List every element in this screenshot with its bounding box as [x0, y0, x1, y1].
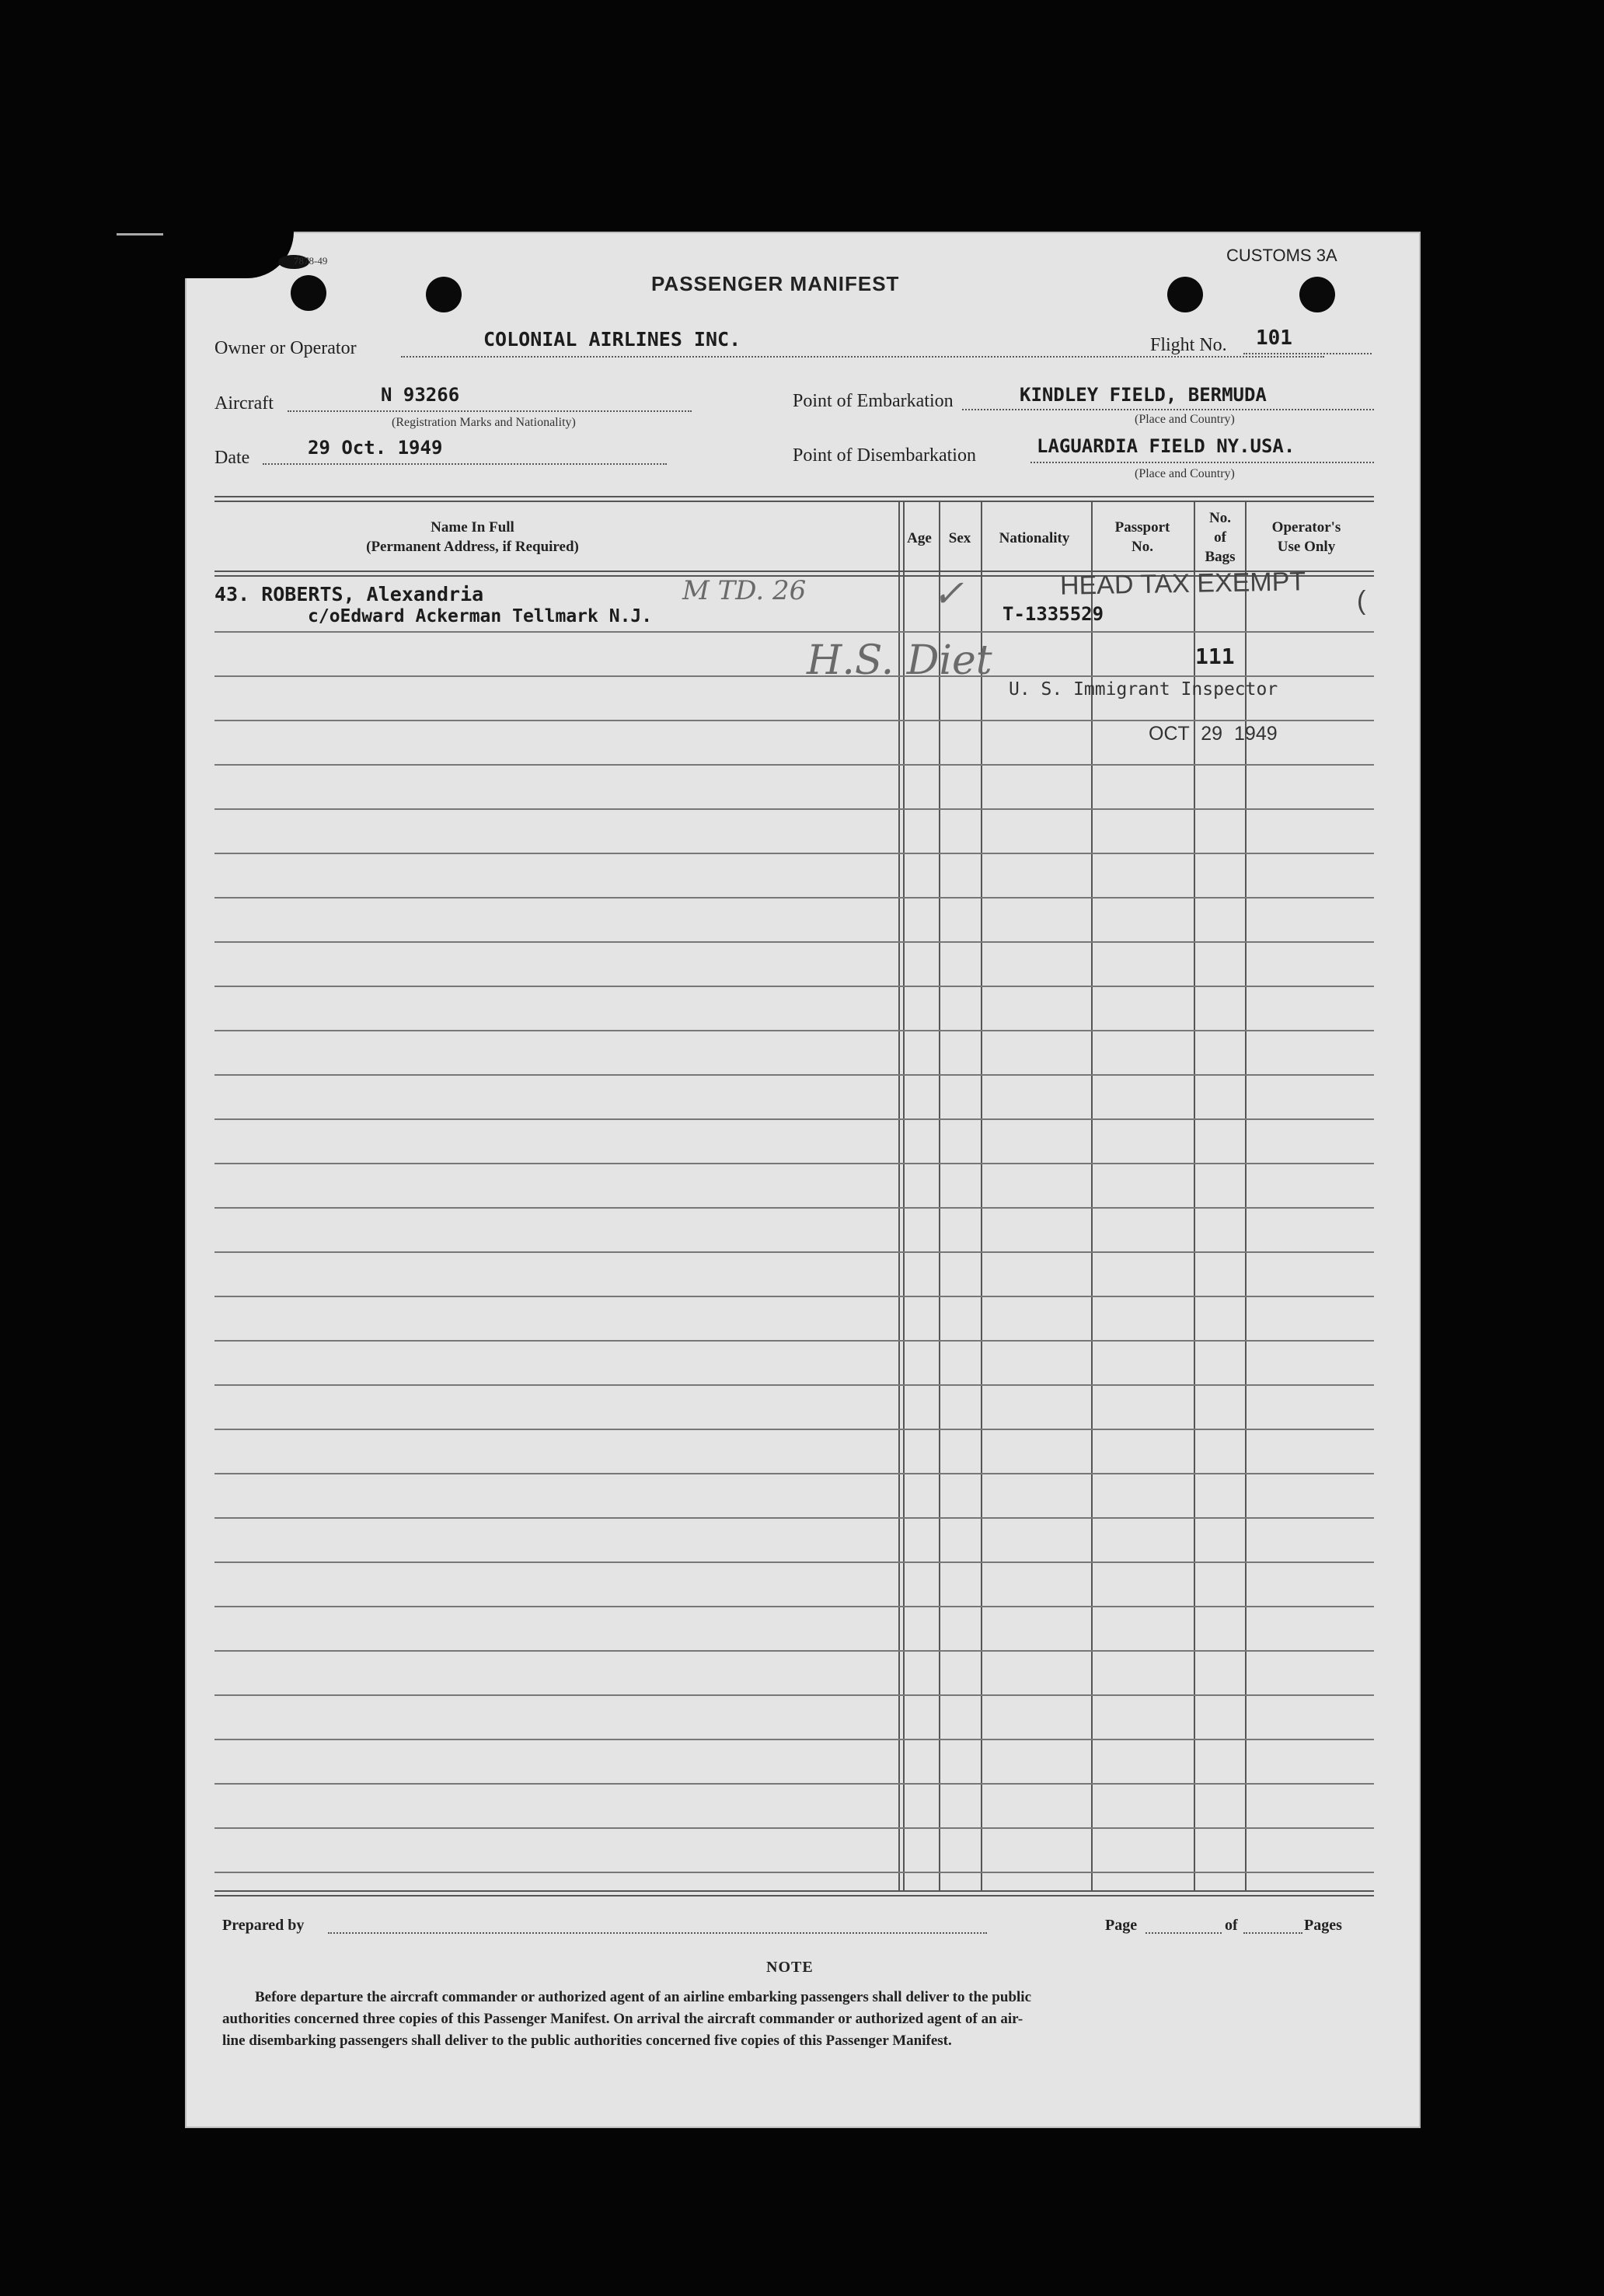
passport-number: T-1335529: [1003, 603, 1104, 625]
torn-corner: [185, 232, 294, 278]
aircraft-value: N 93266: [381, 384, 460, 406]
row-rule: [214, 1827, 1374, 1829]
of-label: of: [1225, 1917, 1238, 1934]
row-rule: [214, 1561, 1374, 1563]
table-top-rule: [214, 496, 1374, 497]
aircraft-hint: (Registration Marks and Nationality): [392, 416, 576, 429]
col-name-line1: Name In Full: [431, 519, 514, 536]
prepared-line: [328, 1932, 987, 1934]
form-code: 7878-49: [294, 255, 328, 267]
row-rule: [214, 1517, 1374, 1519]
row-rule: [214, 1296, 1374, 1297]
row-rule: [214, 675, 1374, 677]
date-label: Date: [214, 448, 250, 468]
row-rule: [214, 1783, 1374, 1785]
row-rule: [214, 631, 1374, 633]
flight-value: 101: [1256, 326, 1292, 350]
col-operator-line1: Operator's: [1271, 519, 1341, 536]
col-nationality-header: Nationality: [999, 530, 1070, 546]
owner-line: [401, 356, 1324, 358]
pages-label: Pages: [1304, 1917, 1342, 1934]
disembark-label: Point of Disembarkation: [793, 445, 976, 466]
disembark-hint: (Place and Country): [1135, 467, 1235, 480]
inspector-signature: H.S. Diet: [807, 637, 992, 684]
scan-edge-mark: [117, 233, 163, 236]
prepared-label: Prepared by: [222, 1917, 305, 1934]
row-rule: [214, 941, 1374, 943]
row-rule: [214, 764, 1374, 766]
punch-hole: [1299, 277, 1335, 312]
col-divider: [1091, 502, 1093, 1890]
row-rule: [214, 720, 1374, 721]
punch-hole: [426, 277, 462, 312]
col-sex-header: Sex: [948, 530, 971, 546]
aircraft-line: [288, 410, 692, 412]
handwritten-check: ✓: [933, 572, 964, 616]
row-rule: [214, 1694, 1374, 1696]
row-rule: [214, 897, 1374, 899]
col-bags-line2: of: [1214, 529, 1226, 546]
punch-hole: [291, 275, 326, 311]
row-rule: [214, 1163, 1374, 1164]
col-divider: [903, 502, 905, 1890]
row-rule: [214, 1118, 1374, 1120]
col-bags-line3: Bags: [1205, 549, 1236, 565]
stamp-mark: (: [1357, 586, 1366, 616]
note-line-1: Before departure the aircraft commander or authorized agent of an airline embarking passengers shall deliver to the public: [255, 1989, 1032, 2005]
embark-label: Point of Embarkation: [793, 391, 954, 411]
owner-value: COLONIAL AIRLINES INC.: [483, 328, 741, 351]
col-passport-line1: Passport: [1114, 519, 1170, 536]
embark-line: [962, 409, 1374, 410]
page-line: [1145, 1932, 1222, 1934]
row-rule: [214, 1207, 1374, 1209]
row-rule: [214, 1606, 1374, 1607]
col-passport-header: [1096, 518, 1189, 557]
col-divider: [1245, 502, 1247, 1890]
row-rule: [214, 853, 1374, 854]
passenger-address: c/oEdward Ackerman Tellmark N.J.: [308, 606, 653, 626]
col-divider: [898, 502, 900, 1890]
page-label: Page: [1105, 1917, 1138, 1934]
flight-label: Flight No.: [1150, 335, 1227, 355]
handwritten-age: M TD. 26: [682, 575, 807, 606]
row-rule: [214, 1030, 1374, 1031]
owner-label: Owner or Operator: [214, 338, 357, 358]
inspector-stamp: U. S. Immigrant Inspector: [1009, 679, 1278, 700]
head-tax-stamp: HEAD TAX EXEMPT: [1059, 567, 1306, 601]
embark-value: KINDLEY FIELD, BERMUDA: [1020, 384, 1267, 406]
row-rule: [214, 986, 1374, 987]
row-rule: [214, 1251, 1374, 1253]
flight-line: [1243, 353, 1372, 354]
col-bags-line1: No.: [1209, 510, 1231, 526]
of-line: [1243, 1932, 1302, 1934]
disembark-line: [1030, 462, 1374, 463]
col-bags-header: [1197, 508, 1243, 567]
date-stamp: OCT 29 1949: [1149, 723, 1278, 745]
row-rule: [214, 1872, 1374, 1873]
col-name-line2: (Permanent Address, if Required): [366, 539, 579, 555]
manifest-sheet: [185, 232, 1421, 2128]
row-rule: [214, 1340, 1374, 1342]
row-rule: [214, 1473, 1374, 1474]
row-rule: [214, 1739, 1374, 1740]
bags-count: 111: [1195, 644, 1235, 669]
col-operator-header: [1248, 518, 1365, 557]
form-title: PASSENGER MANIFEST: [651, 272, 900, 295]
table-bottom-rule: [214, 1890, 1374, 1892]
col-age-header: Age: [907, 530, 932, 546]
note-title: NOTE: [766, 1959, 814, 1976]
punch-hole: [1167, 277, 1203, 312]
row-rule: [214, 808, 1374, 810]
col-divider: [1194, 502, 1195, 1890]
passenger-name: 43. ROBERTS, Alexandria: [214, 583, 484, 605]
embark-hint: (Place and Country): [1135, 413, 1235, 426]
table-top-rule-2: [214, 501, 1374, 502]
col-divider: [981, 502, 982, 1890]
col-name-header: [309, 518, 636, 557]
row-rule: [214, 1650, 1374, 1652]
note-line-3: line disembarking passengers shall deliver to the public authorities concerned five copies of this Passenger Manifest.: [222, 2033, 952, 2049]
col-operator-line2: Use Only: [1277, 539, 1336, 555]
col-divider: [939, 502, 940, 1890]
note-line-2: authorities concerned three copies of this Passenger Manifest. On arrival the aircraft commander or authorized agent of an air-: [222, 2011, 1023, 2027]
form-id: CUSTOMS 3A: [1226, 246, 1337, 265]
row-rule: [214, 1074, 1374, 1076]
row-rule: [214, 1429, 1374, 1430]
aircraft-label: Aircraft: [214, 393, 274, 413]
table-bottom-rule-2: [214, 1895, 1374, 1896]
row-rule: [214, 1384, 1374, 1386]
date-line: [263, 463, 667, 465]
disembark-value: LAGUARDIA FIELD NY.USA.: [1037, 435, 1295, 457]
col-passport-line2: No.: [1132, 539, 1153, 555]
date-value: 29 Oct. 1949: [308, 437, 443, 459]
